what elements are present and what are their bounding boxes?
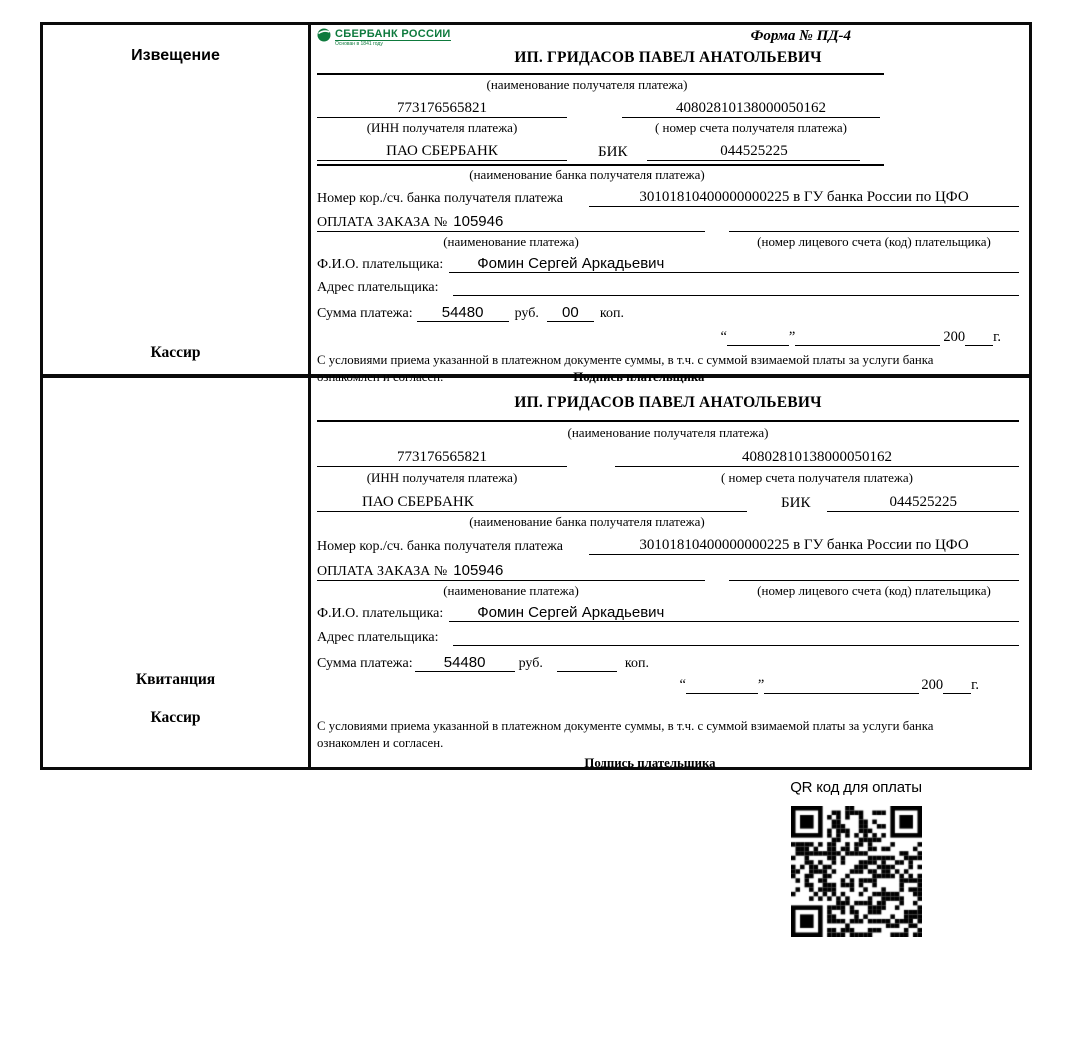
personal-code-line: [729, 231, 1019, 232]
date-close-quote: ”: [788, 329, 796, 346]
inn-value: 773176565821: [317, 100, 567, 118]
qr-block: [783, 779, 929, 937]
year-line: [965, 345, 993, 346]
payer-fio-label: Ф.И.О. плательщика:: [317, 606, 444, 621]
order-number: 105946: [453, 562, 504, 579]
inn-value: 773176565821: [317, 449, 567, 467]
signature-label: Подпись плательщика: [573, 369, 705, 384]
agreement-text-line2: ознакомлен и согласен.: [317, 369, 444, 384]
amount-label: Сумма платежа:: [317, 306, 413, 322]
inn-caption: (ИНН получателя платежа): [366, 470, 518, 485]
recipient-name: ИП. ГРИДАСОВ ПАВЕЛ АНАТОЛЬЕВИЧ: [514, 49, 822, 67]
sberbank-logo: [317, 28, 451, 47]
inn-caption: (ИНН получателя платежа): [366, 120, 518, 136]
notice-label: Извещение: [131, 47, 220, 64]
qr-label: QR код для оплаты: [790, 779, 922, 796]
payer-address-value: [453, 645, 1019, 646]
amount-rub-value: 54480: [417, 304, 509, 322]
divider-line: [317, 164, 884, 166]
agreement-text-line1: С условиями приема указанной в платежном документе суммы, в т.ч. с суммой взимаемой платы за услуги банка: [317, 719, 934, 733]
receipt-content: [311, 378, 1029, 770]
payment-purpose-label: ОПЛАТА ЗАКАЗА №: [317, 564, 448, 579]
sberbank-logo-tagline: Основан в 1841 году: [335, 41, 383, 48]
agreement-text-line2: ознакомлен и согласен.: [317, 735, 444, 750]
payment-name-caption: (наименование платежа): [443, 234, 579, 250]
amount-label: Сумма платежа:: [317, 656, 413, 671]
cashier-label: Кассир: [150, 344, 201, 361]
personal-code-line: [729, 580, 1019, 581]
corr-account-value: 30101810400000000225 в ГУ банка России по ЦФО: [589, 537, 1019, 555]
year-suffix: г.: [971, 677, 979, 693]
bik-value: 044525225: [827, 494, 1019, 512]
recipient-name-caption: (наименование получателя платежа): [567, 425, 769, 440]
recipient-name: ИП. ГРИДАСОВ ПАВЕЛ АНАТОЛЬЕВИЧ: [514, 394, 822, 411]
date-open-quote: “: [679, 677, 686, 693]
rub-label: руб.: [518, 656, 543, 671]
corr-account-value: 30101810400000000225 в ГУ банка России по ЦФО: [589, 189, 1019, 207]
year-prefix: 200: [943, 329, 966, 346]
amount-rub-value: 54480: [415, 654, 515, 672]
divider-line: [317, 420, 1019, 422]
bik-label: БИК: [598, 144, 628, 161]
date-day-line: [727, 345, 789, 346]
payer-address-label: Адрес плательщика:: [317, 630, 439, 645]
amount-kop-value: [557, 671, 617, 672]
bank-name-value: ПАО СБЕРБАНК: [317, 494, 747, 512]
notice-side-column: [43, 25, 311, 374]
account-caption: ( номер счета получателя платежа): [720, 470, 914, 485]
receipt-section: [43, 378, 1029, 770]
kop-label: коп.: [599, 306, 624, 322]
rub-label: руб.: [514, 306, 539, 322]
cashier-label: Кассир: [150, 709, 201, 726]
qr-code: [791, 806, 922, 937]
personal-code-caption: (номер лицевого счета (код) плательщика): [757, 234, 991, 250]
signature-label: Подпись плательщика: [584, 755, 716, 770]
order-number: 105946: [453, 213, 504, 231]
bank-name-value: ПАО СБЕРБАНК: [317, 143, 567, 161]
payer-fio-label: Ф.И.О. плательщика:: [317, 257, 444, 273]
payment-name-caption: (наименование платежа): [443, 583, 579, 598]
account-caption: ( номер счета получателя платежа): [654, 120, 848, 136]
date-open-quote: “: [720, 329, 727, 346]
agreement-text-line1: С условиями приема указанной в платежном документе суммы, в т.ч. с суммой взимаемой платы за услуги банка: [317, 353, 934, 368]
corr-account-label: Номер кор./сч. банка получателя платежа: [317, 539, 563, 554]
personal-code-caption: (номер лицевого счета (код) плательщика): [757, 583, 991, 598]
year-suffix: г.: [993, 329, 1001, 346]
year-prefix: 200: [921, 677, 944, 693]
form-code: Форма № ПД-4: [750, 28, 851, 44]
payment-purpose-label: ОПЛАТА ЗАКАЗА №: [317, 215, 448, 231]
receipt-label: Квитанция: [135, 671, 216, 688]
recipient-name-caption: (наименование получателя платежа): [486, 77, 688, 93]
corr-account-label: Номер кор./сч. банка получателя платежа: [317, 191, 563, 207]
date-day-line: [686, 693, 758, 694]
date-month-line: [795, 345, 940, 346]
payer-fio-value: Фомин Сергей Аркадьевич: [449, 255, 1019, 273]
notice-section: [43, 25, 1029, 384]
bank-caption: (наименование банка получателя платежа): [469, 514, 705, 529]
payment-form: [40, 22, 1032, 770]
payer-address-label: Адрес плательщика:: [317, 280, 439, 296]
receipt-side-column: [43, 378, 311, 767]
account-value: 40802810138000050162: [615, 449, 1019, 467]
amount-kop-value: 00: [547, 304, 594, 322]
bik-value: 044525225: [647, 143, 860, 161]
sberbank-logo-icon: [317, 28, 331, 42]
sberbank-logo-text: СБЕРБАНК РОССИИ: [335, 28, 451, 40]
date-month-line: [764, 693, 919, 694]
payer-address-value: [453, 295, 1019, 296]
payer-fio-value: Фомин Сергей Аркадьевич: [449, 604, 1019, 622]
bik-label: БИК: [781, 495, 811, 511]
year-line: [943, 693, 971, 694]
date-close-quote: ”: [757, 677, 765, 693]
notice-content: [311, 25, 1029, 384]
divider-line: [317, 73, 884, 75]
kop-label: коп.: [624, 656, 649, 671]
bank-caption: (наименование банка получателя платежа): [469, 167, 705, 183]
account-value: 40802810138000050162: [622, 100, 880, 118]
